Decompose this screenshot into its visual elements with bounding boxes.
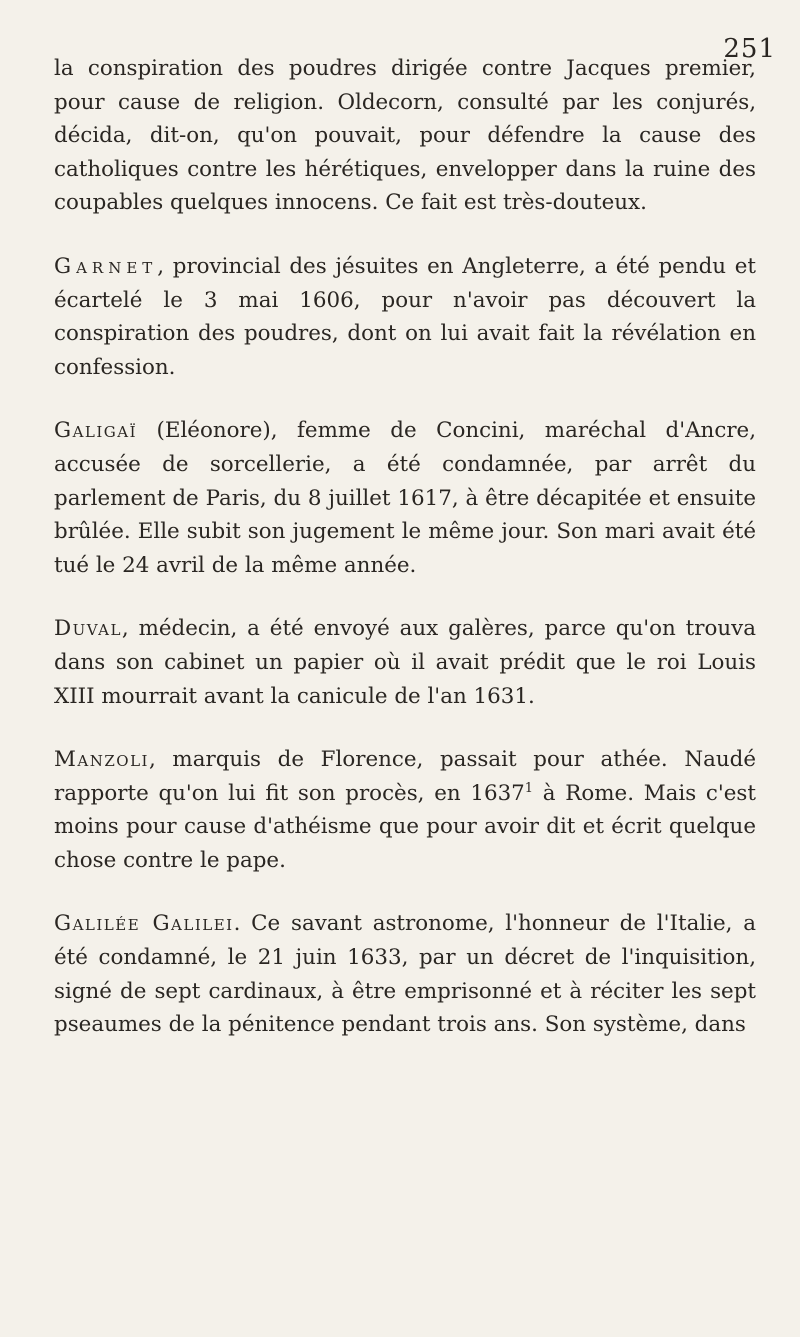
paragraph-manzoli <box>54 743 756 877</box>
paragraph-text: la conspiration des poudres dirigée contre Jacques premier, pour cause de religion. Oldecorn, consulté par les conjurés, décida, dit-on, qu'on pouvait, pour défendre la cause des catholiques contre les hérétiques, envelopper dans la ruine des coupables quelques innocens. Ce fait est très-douteux. <box>54 56 756 216</box>
page-number: 251 <box>723 34 776 64</box>
paragraph-garnet <box>54 250 756 384</box>
paragraph-text: à Rome. Mais c'est moins pour cause d'athéisme que pour avoir dit et écrit quelque chose contre le pape. <box>54 780 756 873</box>
paragraph-text: , marquis de Florence, passait pour athée. Naudé rapporte qu'on lui fit son procès, en 1637 <box>54 747 756 806</box>
entry-heading: Garnet <box>54 253 158 279</box>
paragraph-text: (Eléonore), femme de Concini, maréchal d'Ancre, accusée de sorcellerie, a été condamnée, par arrêt du parlement de Paris, du 8 juillet 1617, à être décapitée et ensuite brûlée. Elle subit son jugement le même jour. Son mari avait été tué le 24 avril de la même année. <box>54 418 756 578</box>
entry-heading: Manzoli <box>54 747 149 773</box>
entry-heading: Galilée Galilei <box>54 911 234 937</box>
paragraph-text: . Ce savant astronome, l'honneur de l'Italie, a été condamné, le 21 juin 1633, par un décret de l'inquisition, signé de sept cardinaux, à être emprisonné et à réciter les sept pseaumes de la pénitence pendant trois ans. Son système, dans <box>54 911 757 1038</box>
paragraph-galilee <box>54 907 756 1041</box>
paragraph-text: , médecin, a été envoyé aux galères, parce qu'on trouva dans son cabinet un papier où il avait prédit que le roi Louis XIII mourrait avant la canicule de l'an 1631. <box>54 616 756 709</box>
entry-heading: Galigaï <box>54 418 138 444</box>
paragraph-text: , provincial des jésuites en Angleterre, a été pendu et écartelé le 3 mai 1606, pour n'avoir pas découvert la conspiration des poudres, dont on lui avait fait la révélation en confession. <box>54 253 756 380</box>
paragraph-duval <box>54 612 756 713</box>
paragraph-galigai <box>54 414 756 582</box>
entry-heading: Duval <box>54 616 122 642</box>
paragraph-conspiration <box>54 52 756 220</box>
footnote-mark: 1 <box>524 780 534 796</box>
